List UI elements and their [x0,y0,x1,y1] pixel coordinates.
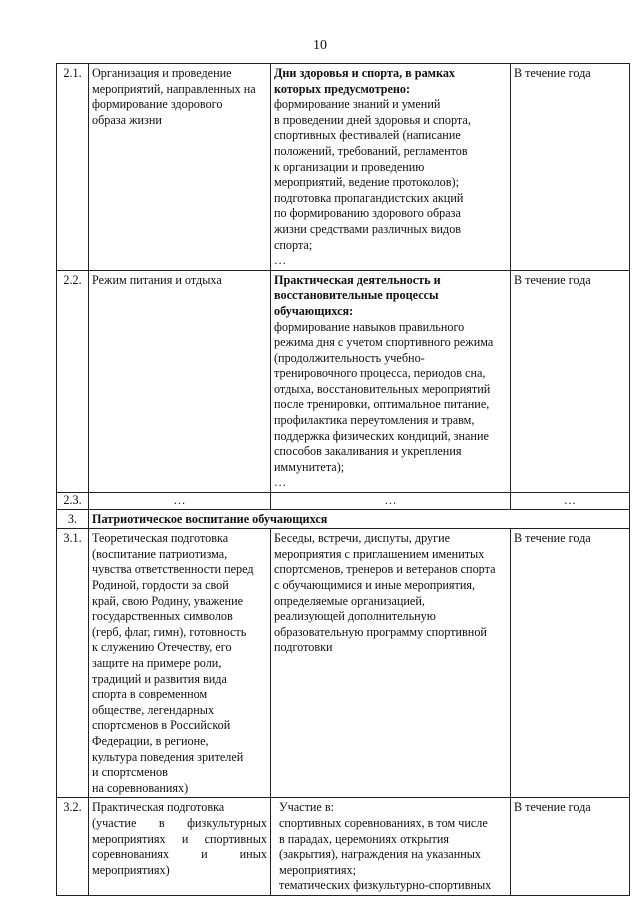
row-number: 2.3. [57,493,89,510]
content-ellipsis: … [274,253,287,268]
content-line: мероприятий, ведение протоколов); [274,175,459,190]
row-number: 2.2. [57,270,89,492]
title-line: государственных символов [92,609,233,624]
content-heading: Дни здоровья и спорта, в рамках [274,66,456,80]
row-period: В течение года [511,798,630,896]
content-line: подготовка пропагандистских акций [274,190,464,205]
content-ellipsis: … [274,475,287,490]
title-line: мероприятиях) [92,862,170,877]
row-title: … [89,493,271,510]
content-line: в проведении дней здоровья и спорта, [274,112,471,127]
table-row [57,493,630,510]
title-line: культура поведения зрителей [92,749,244,764]
title-line: (воспитание патриотизма, [92,546,228,561]
content-line: жизни средствами различных видов [274,221,462,236]
content-line: мероприятиях; [279,862,356,877]
table-row [57,64,630,271]
row-title [89,270,271,492]
row-number: 3.2. [57,798,89,896]
page-number: 10 [313,38,327,53]
title-line: Организация и проведение [92,66,232,80]
title-line: на соревнованиях) [92,780,189,795]
content-line: спортивных фестивалей (написание [274,128,461,143]
row-period: В течение года [511,529,630,798]
content-line: подготовки [274,640,333,655]
content-line: иммунитета); [274,459,345,474]
section-number: 3. [57,509,89,529]
content-line: с обучающимися и иные мероприятия, [274,578,476,592]
content-line: спорта; [274,237,313,252]
content-line: (закрытия), награждения на указанных [279,847,482,862]
row-period: В течение года [511,64,630,271]
section-row [57,509,630,529]
title-line: соревнованиях и иных [92,847,267,862]
title-line: чувства ответственности перед [92,562,254,577]
table-row [57,529,630,798]
title-line: мероприятий, направленных на [92,81,256,96]
title-line: Режим питания и отдыха [92,272,222,287]
content-line: после тренировки, оптимальное питание, [274,397,490,412]
content-line: образовательную программу спортивной [274,624,487,639]
title-line: образа жизни [92,112,162,127]
title-line: Федерации, в регионе, [92,733,209,748]
row-number: 2.1. [57,64,89,271]
title-line: обществе, легендарных [92,702,215,717]
title-line: (герб, флаг, гимн), готовность [92,624,247,639]
title-line: край, свою Родину, уважение [92,593,244,608]
content-line: положений, требований, регламентов [274,143,468,158]
title-line: (участие в физкультурных [92,815,267,830]
row-title [89,64,271,271]
title-line: традиций и развития вида [92,671,227,686]
title-line: формирование здорового [92,97,223,112]
row-number: 3.1. [57,529,89,798]
content-line: к организации и проведению [274,159,425,174]
content-line: тренировочного процесса, периодов сна, [274,366,486,381]
title-line: Практическая подготовка [92,800,225,815]
title-line: спорта в современном [92,687,208,702]
content-line: (продолжительность учебно- [274,350,425,365]
content-line: формирование знаний и умений [274,97,441,112]
title-line: Родиной, гордости за свой [92,578,229,592]
row-title [89,529,271,798]
content-line: режима дня с учетом спортивного режима [274,335,494,350]
content-heading: обучающихся: [274,303,354,318]
content-line: в парадах, церемониях открытия [279,831,449,846]
content-heading: восстановительные процессы [274,288,439,303]
events-table [56,63,630,896]
content-heading: которых предусмотрено: [274,81,411,96]
content-line: профилактика переутомления и травм, [274,413,475,428]
content-line: определяемые организацией, [274,593,425,608]
row-content [271,270,511,492]
content-line: поддержка физических кондиций, знание [274,428,489,443]
content-line: способов закаливания и укрепления [274,444,462,459]
row-period: В течение года [511,270,630,492]
title-line: Теоретическая подготовка [92,531,229,546]
content-line: отдыха, восстановительных мероприятий [274,381,491,396]
title-line: защите на примере роли, [92,655,222,670]
content-line: Беседы, встречи, диспуты, другие [274,531,451,546]
title-line: и спортсменов [92,765,168,780]
content-line: мероприятия с приглашением именитых [274,546,485,561]
section-title: Патриотическое воспитание обучающихся [89,509,630,529]
content-line: спортсменов, тренеров и ветеранов спорта [274,562,496,577]
content-line: по формированию здорового образа [274,206,461,221]
content-line: тематических физкультурно-спортивных [279,878,492,893]
content-line: Участие в: [279,800,335,815]
title-line: к служению Отечеству, его [92,640,232,655]
content-line: реализующей дополнительную [274,609,436,624]
content-line: спортивных соревнованиях, в том числе [279,815,488,830]
title-line: мероприятиях и спортивных [92,831,267,846]
row-title [89,798,271,896]
row-content [271,529,511,798]
table-row [57,798,630,896]
content-line: формирование навыков правильного [274,319,465,334]
row-period: … [511,493,630,510]
content-heading: Практическая деятельность и [274,272,441,287]
title-line: спортсменов в Российской [92,718,231,733]
table-row [57,270,630,492]
row-content: … [271,493,511,510]
row-content [271,798,511,896]
row-content [271,64,511,271]
